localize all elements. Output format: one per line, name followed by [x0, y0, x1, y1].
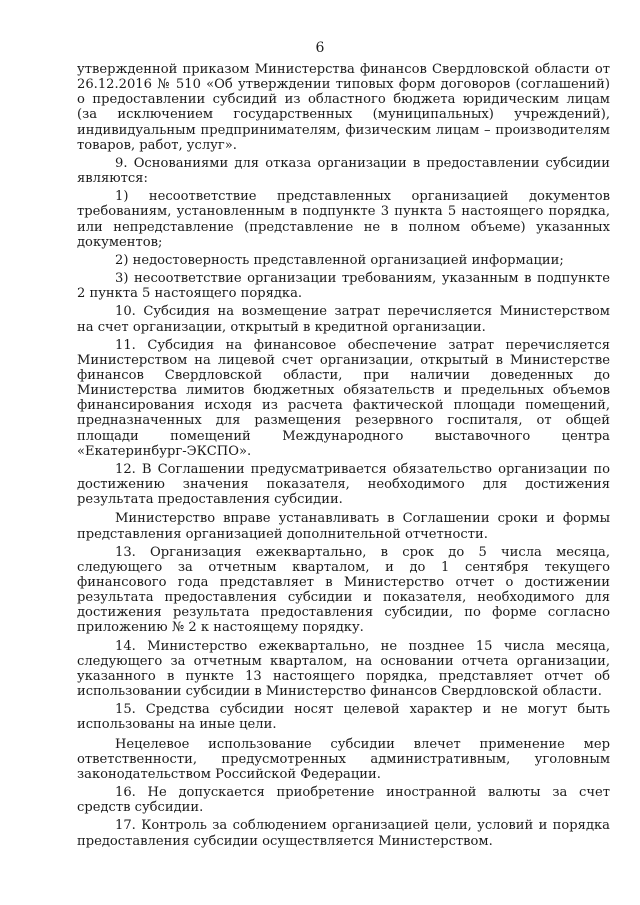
paragraph-17: 17. Контроль за соблюдением организацией цели, условий и порядка предоставления субсидии осуществляется Министерством. — [77, 818, 610, 849]
paragraph-15: 15. Средства субсидии носят целевой характер и не могут быть использованы на иные цели. — [77, 702, 610, 733]
document-body — [77, 62, 610, 852]
paragraph-9-item-2: 2) недостоверность представленной организацией информации; — [115, 252, 564, 268]
paragraph-9-item-3: 3) несоответствие организации требованиям, указанным в подпункте 2 пункта 5 настоящего порядка. — [77, 271, 610, 302]
paragraph-15-addendum: Нецелевое использование субсидии влечет применение мер ответственности, предусмотренных административным, уголовным законодательством Российской Федерации. — [77, 736, 610, 782]
page-number: 6 — [315, 40, 325, 56]
paragraph-9: 9. Основаниями для отказа организации в предоставлении субсидии являются: — [77, 155, 610, 187]
paragraph-12-addendum: Министерство вправе устанавливать в Соглашении сроки и формы представления организацией дополнительной отчетности. — [77, 511, 610, 542]
paragraph-13: 13. Организация ежеквартально, в срок до 5 числа месяца, следующего за отчетным кварталом, и до 1 сентября текущего финансового года представляет в Министерство отчет о достижении результата предоставления субсидии и показателя, необходимого для достижения результата предоставления субсидии, по форме согласно приложению № 2 к настоящему порядку. — [77, 544, 610, 636]
paragraph-12: 12. В Соглашении предусматривается обязательство организации по достижению значения показателя, необходимого для достижения результата предоставления субсидии. — [77, 461, 610, 508]
paragraph-9-item-1: 1) несоответствие представленных организацией документов требованиям, установленным в подпункте 3 пункта 5 настоящего порядка, или непредставление (представление не в полном объеме) указанных документов; — [77, 189, 610, 250]
paragraph-16: 16. Не допускается приобретение иностранной валюты за счет средств субсидии. — [77, 785, 610, 816]
paragraph-10: 10. Субсидия на возмещение затрат перечисляется Министерством на счет организации, открытый в кредитной организации. — [77, 304, 610, 335]
paragraph-continuation: утвержденной приказом Министерства финансов Свердловской области от 26.12.2016 № 510 «Об утверждении типовых форм договоров (соглашений) о предоставлении субсидий из областного бюджета юридическим лицам (за исключением государственных (муниципальных) учреждений), индивидуальным предпринимателям, физическим лицам – производителям товаров, работ, услуг». — [77, 62, 610, 153]
paragraph-14: 14. Министерство ежеквартально, не позднее 15 числа месяца, следующего за отчетным кварталом, на основании отчета организации, указанного в пункте 13 настоящего порядка, представляет отчет об использовании субсидии в Министерство финансов Свердловской области. — [77, 638, 610, 700]
paragraph-11: 11. Субсидия на финансовое обеспечение затрат перечисляется Министерством на лицевой счет организации, открытый в Министерстве финансов Свердловской области, при наличии доведенных до Министерства лимитов бюджетных обязательств и предельных объемов финансирования исходя из расчета фактической площади помещений, предназначенных для размещения резервного госпиталя, от общей площади помещений Международного выставочного центра «Екатеринбург-ЭКСПО». — [77, 337, 610, 459]
